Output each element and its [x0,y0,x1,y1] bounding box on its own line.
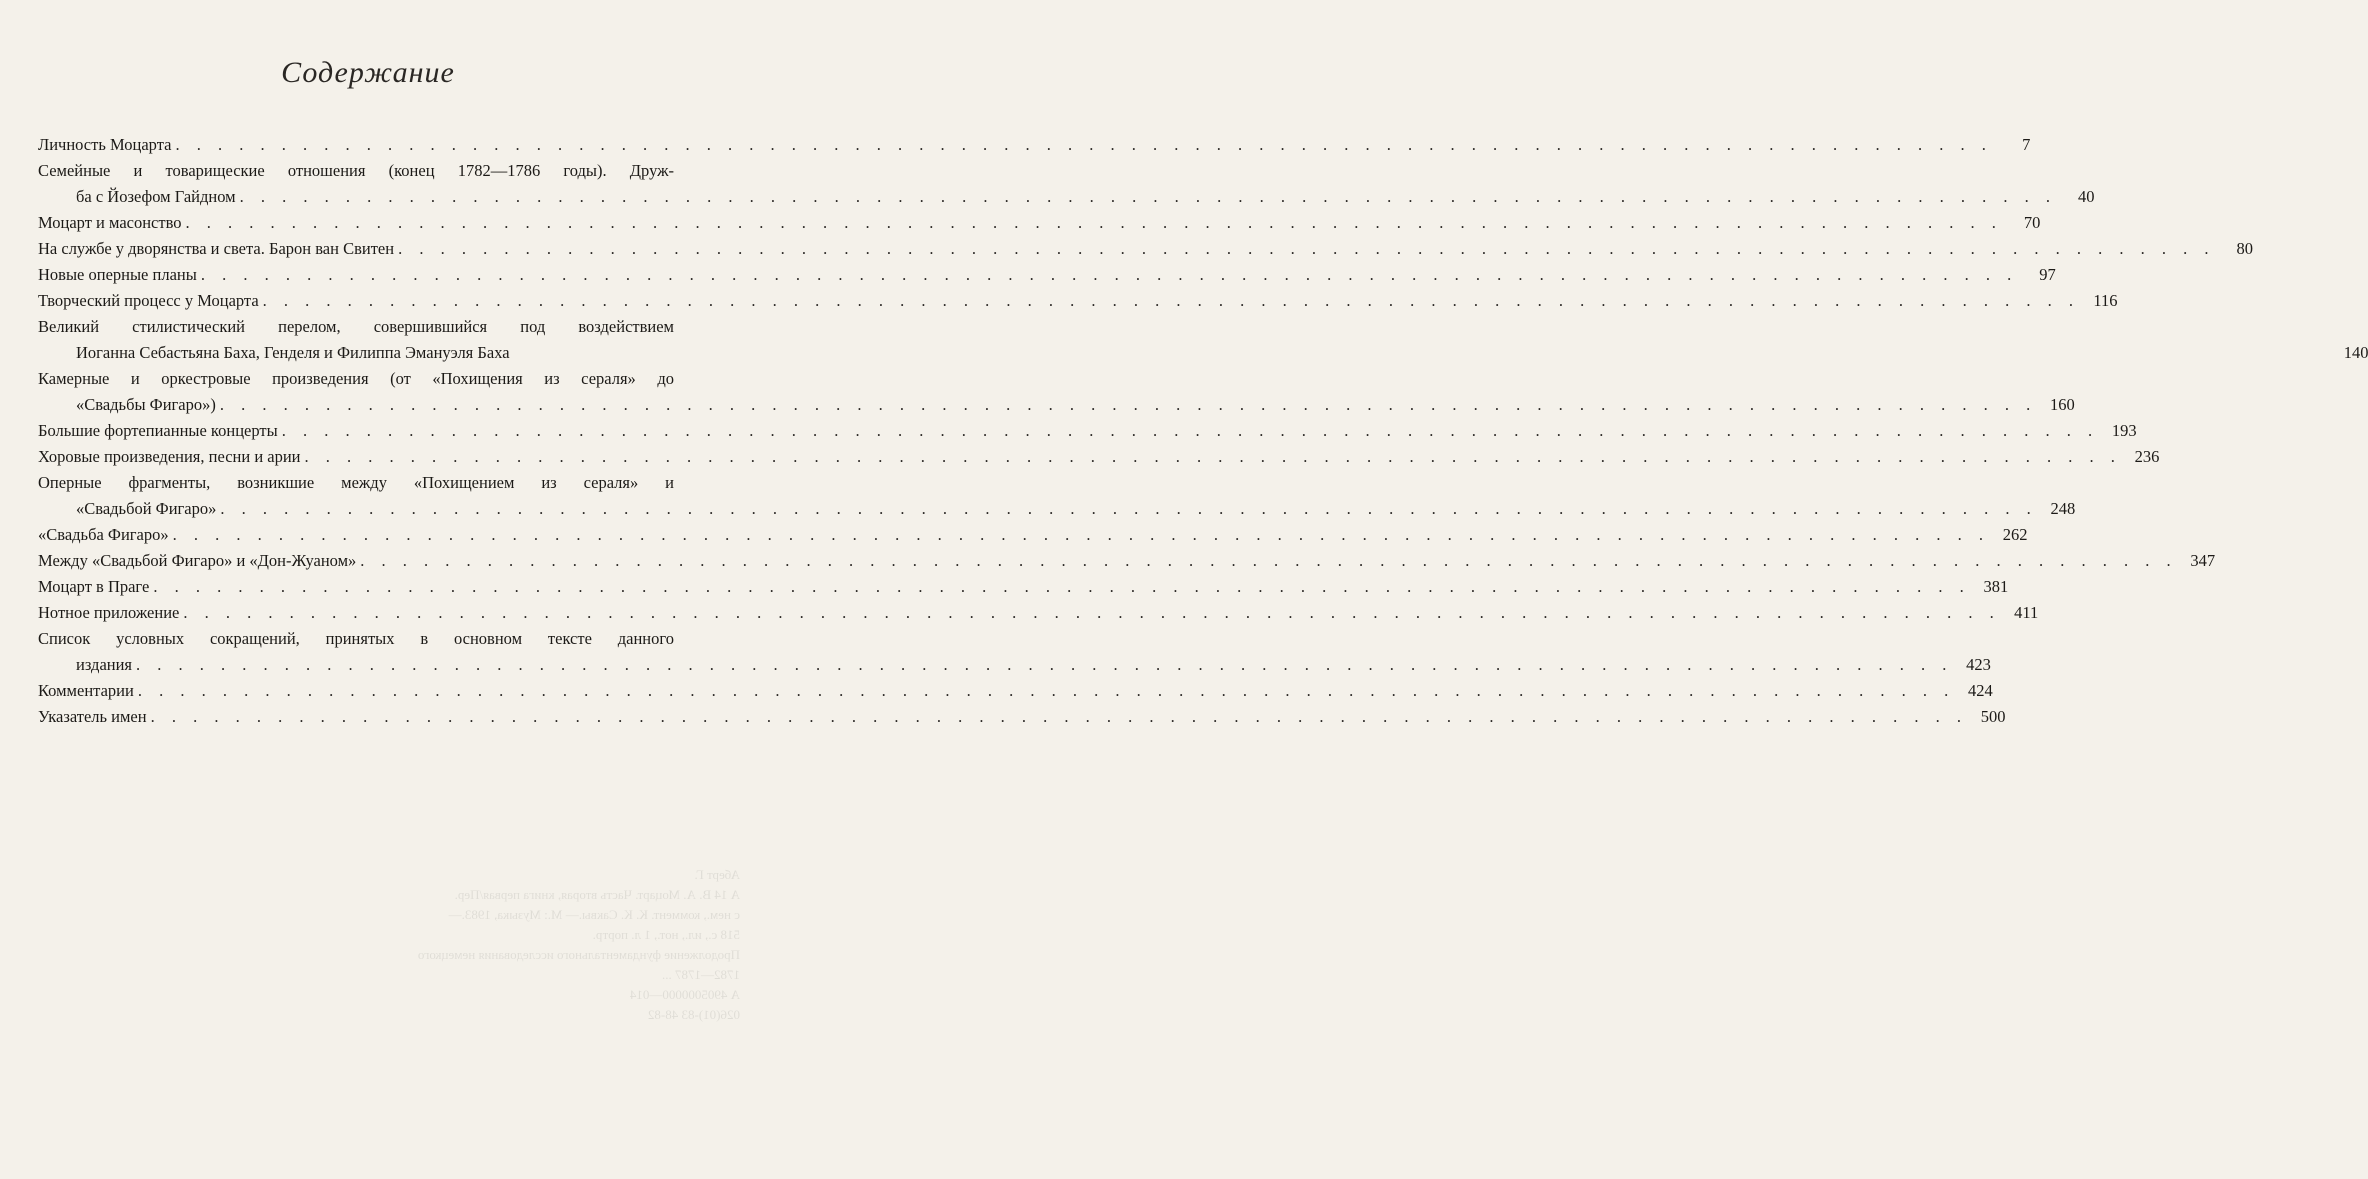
dot-leader [220,392,2037,418]
toc-entry-title: Моцарт в Праге [38,577,150,596]
toc-page-number: 193 [2111,421,2137,440]
dot-leader [220,496,2037,522]
toc-page-number: 140 [2343,343,2368,362]
toc-entry [38,626,1991,678]
toc-entry-line [38,652,1991,678]
dot-leader [183,600,2000,626]
toc-entry-title: ба с Йозефом Гайдном [76,187,236,206]
toc-entry-line [38,236,2253,262]
toc-page-number: 411 [2014,603,2039,622]
toc-page-number: 500 [1980,707,2006,726]
toc-entry-line [38,210,2041,236]
toc-entry-title: Великий стилистический перелом, совершившийся под воздействием [38,317,674,336]
toc-entry [38,314,2368,366]
toc-entry [38,262,2056,288]
toc-page-number: 381 [1983,577,2009,596]
dot-leader [305,444,2122,470]
toc-entry [38,522,2028,548]
toc-entry-line [38,704,2006,730]
dot-leader [398,236,2215,262]
toc-entry-title: «Свадьбой Фигаро» [76,499,217,518]
toc-page-number: 70 [2023,213,2041,232]
toc-entry [38,236,2253,262]
toc-entry-title: Личность Моцарта [38,135,172,154]
toc-page-number: 236 [2134,447,2160,466]
toc-entry [38,210,2041,236]
toc-entry-title: Список условных сокращений, принятых в основном тексте данного [38,629,674,648]
dot-leader [136,652,1953,678]
toc-entry-title: Семейные и товарищеские отношения (конец 1782—1786 годы). Друж- [38,161,674,180]
toc-page-number: 80 [2236,239,2253,258]
dot-leader [282,418,2099,444]
toc-entry-line [38,548,2216,574]
toc-entry [38,600,2039,626]
bleed-through-line: Продолжение фундаментального исследования немецкого [417,947,740,962]
toc-entry-title: Оперные фрагменты, возникшие между «Похищением из сераля» и [38,473,674,492]
bleed-through-line: А 14 В. А. Моцарт. Часть вторая, книга первая/Пер. [454,887,740,902]
dot-leader [360,548,2177,574]
dot-leader [240,184,2057,210]
toc-entry-line [38,158,674,184]
bleed-through-text [417,865,740,1065]
toc-entry-title: Иоганна Себастьяна Баха, Генделя и Филиппа Эмануэля Баха [76,343,510,362]
toc-page-number: 160 [2050,395,2075,414]
toc-entry-line [38,392,2075,418]
toc-entry [38,418,2137,444]
dot-leader [153,574,1970,600]
toc-page-number: 97 [2039,265,2056,284]
toc-entry-line [38,496,2076,522]
toc-entry-line [38,366,674,392]
toc-entry-title: издания [76,655,133,674]
toc-entry-title: Комментарии [38,681,134,700]
dot-leader [173,522,1990,548]
bleed-through-line: с нем., коммент. К. К. Саквы.— М.: Музыка, 1983.— [448,907,740,922]
toc-entry-title: Творческий процесс у Моцарта [38,291,259,310]
toc-entry-line [38,522,2028,548]
toc-entry-line [38,600,2039,626]
bleed-through-line: А 4905000000—014 [629,987,740,1002]
toc-entry-title: Указатель имен [38,707,147,726]
toc-page-number: 7 [2022,135,2031,154]
toc-page-number: 40 [2077,187,2095,206]
toc-entry-line [38,288,2118,314]
toc-entry [38,470,2076,522]
dot-leader [175,132,1992,158]
toc-page-number: 248 [2050,499,2076,518]
toc-entry-line [38,132,2031,158]
dot-leader [263,288,2080,314]
dot-leader [151,704,1968,730]
bleed-through-line: 1782—1787 ... [662,967,740,982]
toc-entry-line [38,626,674,652]
toc-entry-title: Новые оперные планы [38,265,197,284]
toc-entry-line [38,444,2160,470]
toc-entry [38,704,2006,730]
toc-entry-line [38,184,2095,210]
toc-entry-line [38,262,2056,288]
toc-entry [38,288,2118,314]
toc-page-number: 423 [1966,655,1991,674]
toc-entry-line [38,340,2368,366]
toc-entry-title: Моцарт и масонство [38,213,182,232]
bleed-through-line: 518 с., ил., нот., 1 л. портр. [592,927,740,942]
toc-entry-title: «Свадьба Фигаро» [38,525,169,544]
toc-entry [38,158,2095,210]
toc-entry [38,366,2075,418]
toc-entry-title: Камерные и оркестровые произведения (от «Похищения из сераля» до [38,369,674,388]
toc-entry [38,574,2009,600]
toc-entry-title: Большие фортепианные концерты [38,421,278,440]
toc-page-number: 347 [2190,551,2216,570]
dot-leader [201,262,2018,288]
toc-entry-line [38,418,2137,444]
toc-entry-title: Хоровые произведения, песни и арии [38,447,301,466]
toc-page-number: 116 [2093,291,2118,310]
toc-entry-title: На службе у дворянства и света. Барон ван Свитен [38,239,395,258]
toc-entry-title: «Свадьбы Фигаро») [76,395,216,414]
toc-entry [38,548,2216,574]
toc-entry-line [38,314,674,340]
bleed-through-line: Аберт Г. [694,867,740,882]
table-of-contents [38,132,2368,730]
toc-entry-line [38,470,674,496]
toc-entry-title: Нотное приложение [38,603,180,622]
toc-entry-title: Между «Свадьбой Фигаро» и «Дон-Жуаном» [38,551,357,570]
toc-entry-line [38,678,1993,704]
toc-entry [38,132,2031,158]
dot-leader [138,678,1955,704]
page-title: Содержание [281,56,455,89]
toc-page-number: 424 [1967,681,1993,700]
toc-entry-line [38,574,2009,600]
bleed-through-line: 026(01)-83 48-82 [647,1007,740,1022]
toc-page-number: 262 [2002,525,2028,544]
dot-leader [186,210,2003,236]
toc-entry [38,678,1993,704]
toc-entry [38,444,2160,470]
